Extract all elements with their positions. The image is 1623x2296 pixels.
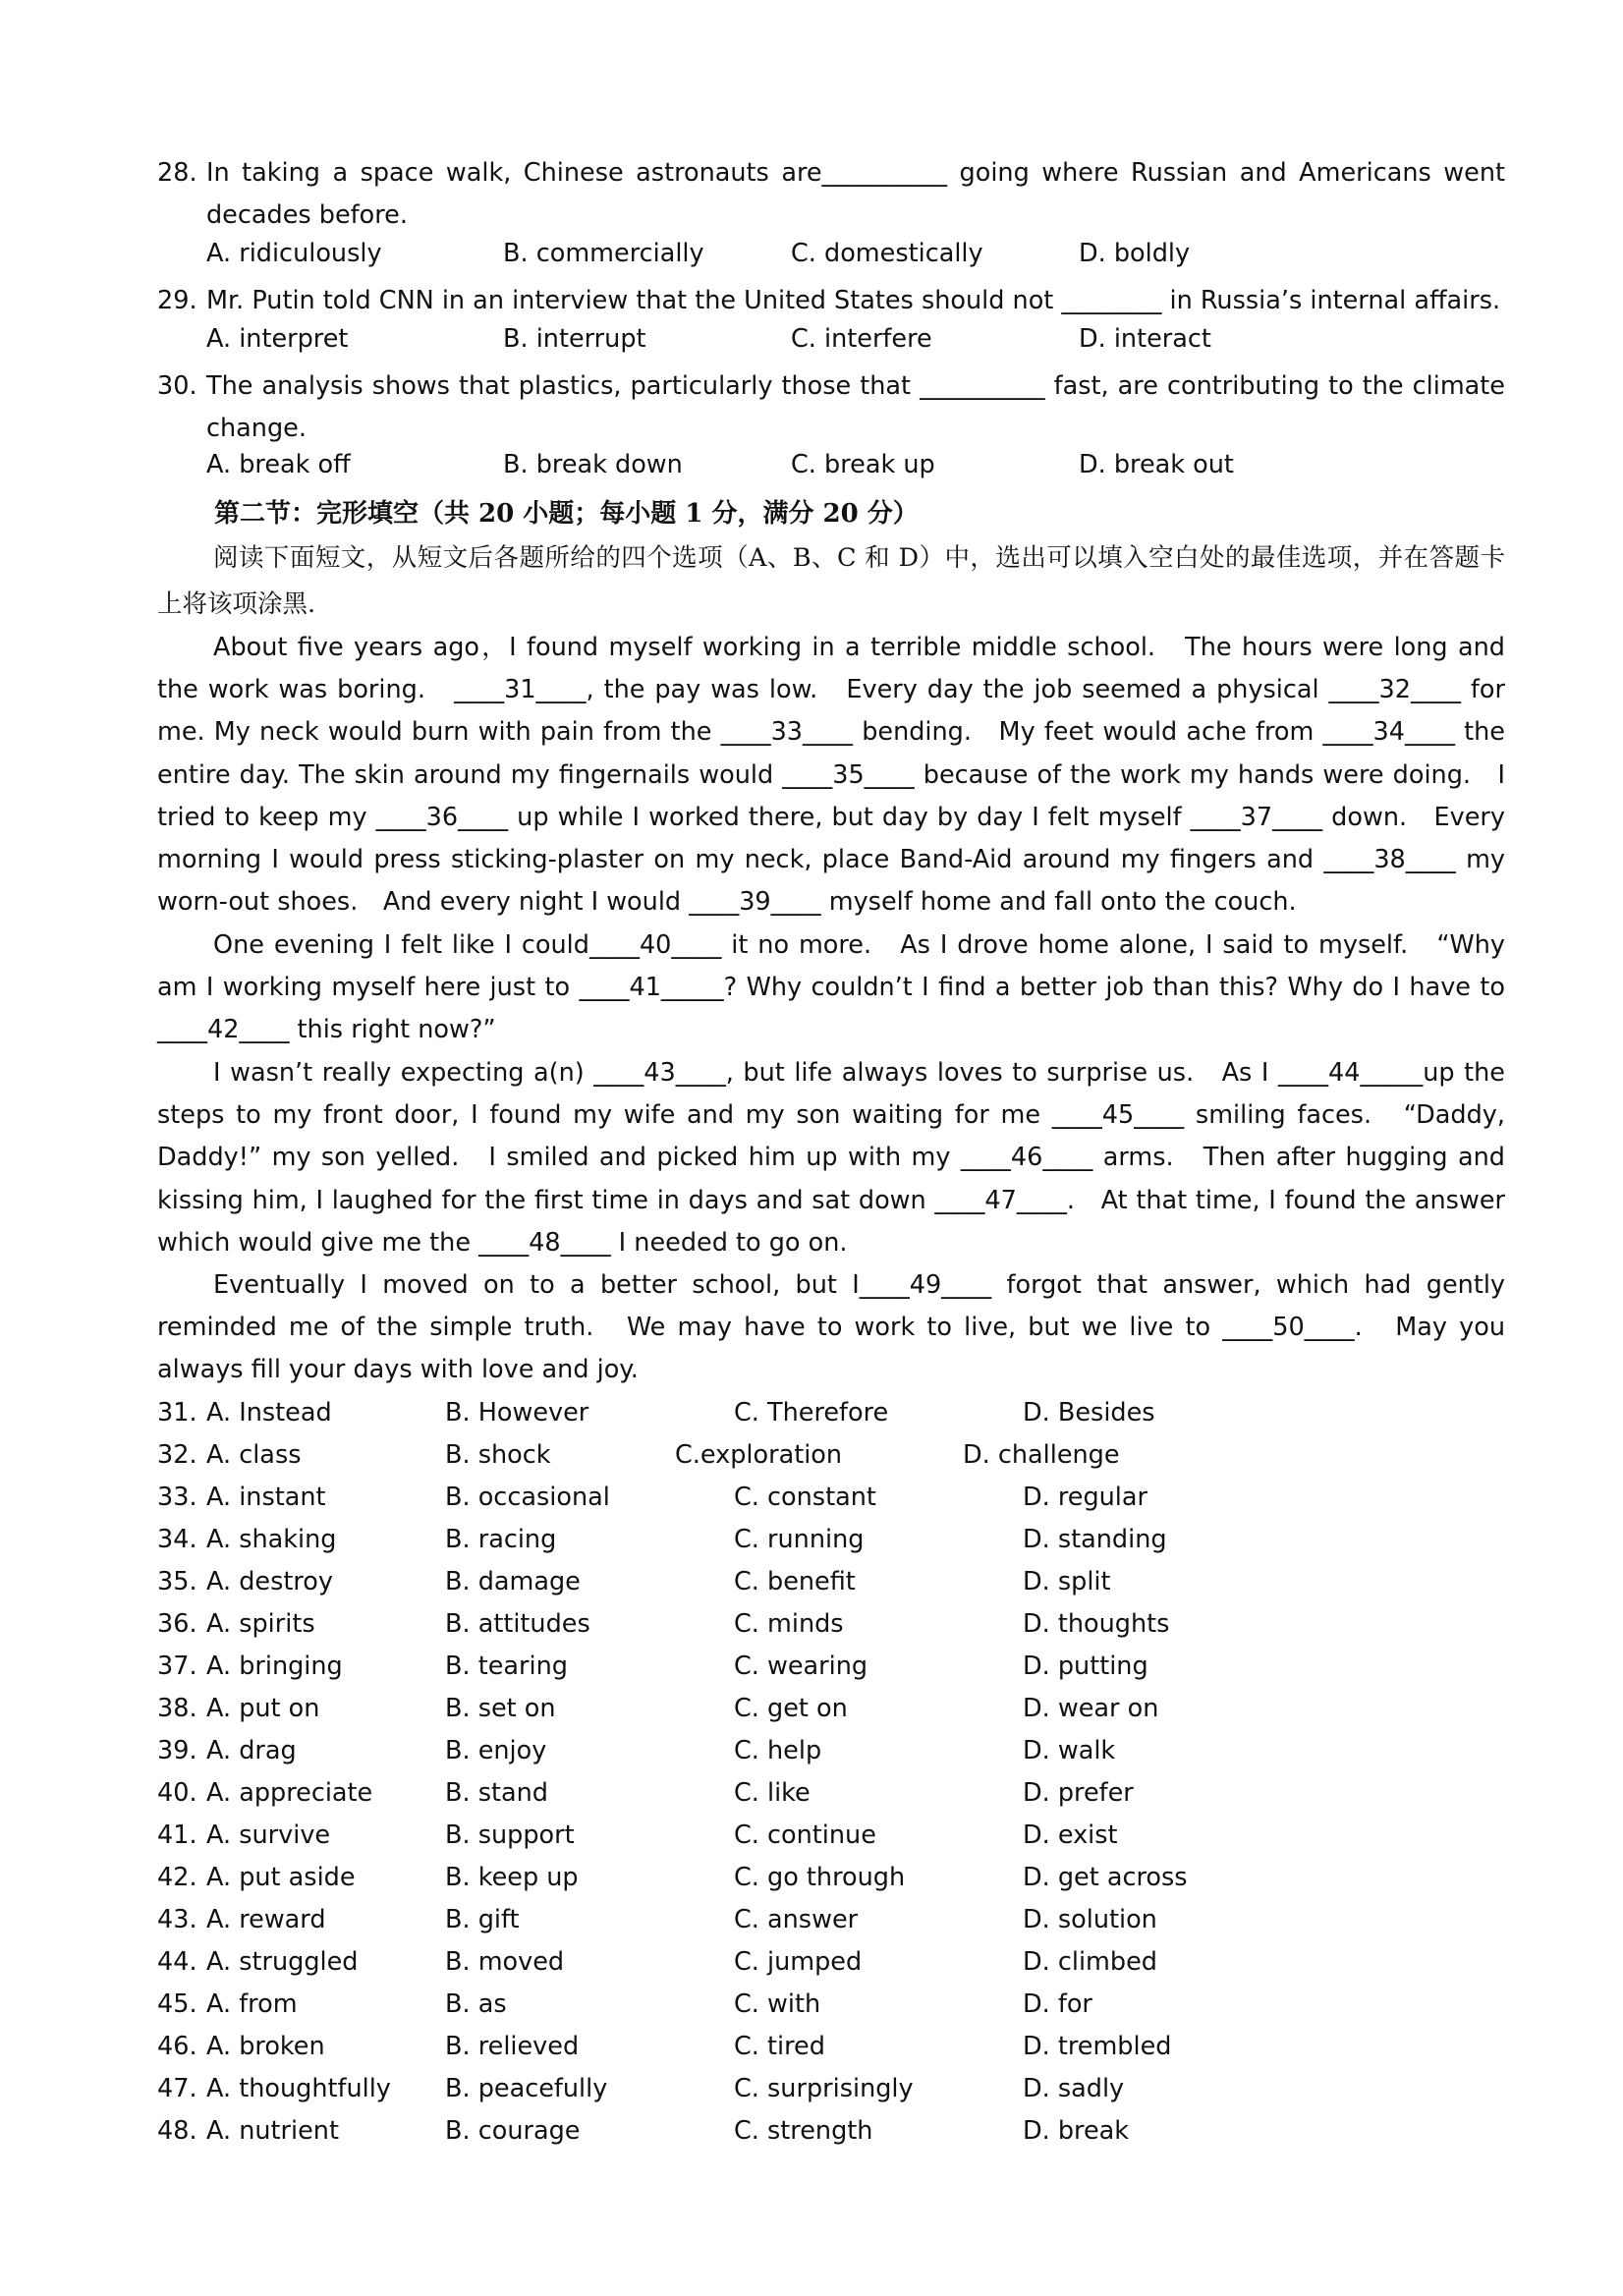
choice-a: A. Instead (206, 1398, 332, 1428)
choice-c: C. continue (734, 1820, 876, 1850)
choice-b: B. tearing (445, 1652, 568, 1681)
choice-b: B. as (445, 1989, 507, 2019)
choice-row-32 (157, 1434, 1533, 1477)
choice-d: D. regular (1023, 1483, 1148, 1512)
choice-b: B. damage (445, 1567, 581, 1596)
choice-b: B. peacefully (445, 2074, 608, 2103)
choice-number: 43. (157, 1905, 197, 1934)
choice-d: D. trembled (1023, 2032, 1172, 2061)
passage-paragraph-4: Eventually I moved on to a better school, but I____49____ forgot that answer, which had gently reminded me of the simple truth. We may have to work to live, but we live to ____50____. May you always fill your days with love and joy. (157, 1270, 1505, 1385)
question-stem: In taking a space walk, Chinese astronauts are__________ going where Russian and Americans went decades before. (206, 158, 1505, 230)
question-number: 29. (157, 286, 197, 315)
choice-a: A. reward (206, 1905, 326, 1934)
choice-number: 33. (157, 1483, 197, 1512)
choice-a: A. thoughtfully (206, 2074, 391, 2103)
choice-row-41 (157, 1815, 1533, 1857)
choice-b: B. However (445, 1398, 589, 1428)
option-d: D. break out (1079, 450, 1234, 479)
choice-row-34 (157, 1519, 1533, 1561)
choice-b: B. moved (445, 1947, 565, 1977)
choice-row-48 (157, 2110, 1533, 2153)
choice-number: 44. (157, 1947, 197, 1977)
choice-d: D. split (1023, 1567, 1111, 1596)
option-b: B. break down (503, 450, 683, 479)
choice-c: C. Therefore (734, 1398, 889, 1428)
choice-d: D. Besides (1023, 1398, 1155, 1428)
choice-d: D. break (1023, 2116, 1130, 2146)
question-30 (157, 365, 1505, 450)
choice-number: 34. (157, 1525, 197, 1554)
choice-c: C.exploration (675, 1440, 843, 1470)
option-c: C. interfere (791, 324, 932, 354)
choice-number: 48. (157, 2116, 197, 2146)
choice-number: 31. (157, 1398, 197, 1428)
choice-row-44 (157, 1941, 1533, 1984)
option-c: C. break up (791, 450, 935, 479)
choice-b: B. racing (445, 1525, 557, 1554)
choice-a: A. spirits (206, 1609, 315, 1639)
choice-c: C. wearing (734, 1652, 868, 1681)
choice-d: D. for (1023, 1989, 1092, 2019)
choice-number: 35. (157, 1567, 197, 1596)
choice-number: 42. (157, 1863, 197, 1892)
choice-b: B. shock (445, 1440, 551, 1470)
choice-c: C. strength (734, 2116, 873, 2146)
choice-row-38 (157, 1688, 1533, 1730)
question-28 (157, 152, 1505, 237)
choice-a: A. nutrient (206, 2116, 339, 2146)
choice-b: B. courage (445, 2116, 581, 2146)
choice-c: C. answer (734, 1905, 859, 1934)
choice-d: D. sadly (1023, 2074, 1125, 2103)
passage-paragraph-3: I wasn’t really expecting a(n) ____43____, but life always loves to surprise us. As I ____44_____up the steps to my front door, I found my wife and my son waiting for me ____45____ smiling faces. “Daddy, Daddy!” my son yelled. I smiled and picked him up with my ____46____ arms. Then after hugging and kissing him, I laughed for the first time in days and sat down ____47____. At that time, I found the answer which would give me the ____48____ I needed to go on. (157, 1058, 1505, 1258)
choice-number: 39. (157, 1736, 197, 1765)
choice-row-40 (157, 1772, 1533, 1815)
choice-d: D. challenge (963, 1440, 1120, 1470)
choice-row-43 (157, 1899, 1533, 1941)
choice-c: C. with (734, 1989, 821, 2019)
choice-d: D. wear on (1023, 1694, 1159, 1723)
section-title: 第二节：完形填空（共 20 小题；每小题 1 分，满分 20 分） (214, 499, 919, 529)
choice-d: D. prefer (1023, 1778, 1134, 1808)
question-stem: The analysis shows that plastics, particularly those that __________ fast, are contributing to the climate change. (206, 371, 1505, 443)
choice-a: A. broken (206, 2032, 325, 2061)
choice-d: D. exist (1023, 1820, 1118, 1850)
choice-c: C. tired (734, 2032, 825, 2061)
choice-row-42 (157, 1857, 1533, 1899)
question-stem: Mr. Putin told CNN in an interview that the United States should not ________ in Russia’s internal affairs. (206, 286, 1501, 315)
option-a: A. break off (206, 450, 351, 479)
option-b: B. commercially (503, 239, 704, 268)
choice-number: 45. (157, 1989, 197, 2019)
choice-number: 47. (157, 2074, 197, 2103)
passage-paragraph-2: One evening I felt like I could____40____ it no more. As I drove home alone, I said to myself. “Why am I working myself here just to ____41_____? Why couldn’t I find a better job than this? Why do I have to ____42____ this right now?” (157, 930, 1505, 1045)
choice-d: D. climbed (1023, 1947, 1157, 1977)
choice-a: A. class (206, 1440, 302, 1470)
choice-a: A. drag (206, 1736, 297, 1765)
choice-row-47 (157, 2068, 1533, 2110)
choice-row-39 (157, 1730, 1533, 1772)
choice-c: C. benefit (734, 1567, 856, 1596)
choice-row-45 (157, 1984, 1533, 2026)
section-instruction: 阅读下面短文，从短文后各题所给的四个选项（A、B、C 和 D）中，选出可以填入空白处的最佳选项，并在答题卡上将该项涂黑. (157, 543, 1505, 619)
choice-row-46 (157, 2026, 1533, 2068)
choice-c: C. like (734, 1778, 811, 1808)
choice-a: A. bringing (206, 1652, 343, 1681)
choice-number: 37. (157, 1652, 197, 1681)
choice-a: A. instant (206, 1483, 326, 1512)
choice-row-33 (157, 1477, 1533, 1519)
choice-a: A. struggled (206, 1947, 359, 1977)
choice-b: B. relieved (445, 2032, 580, 2061)
choice-a: A. put aside (206, 1863, 356, 1892)
choice-b: B. support (445, 1820, 575, 1850)
choice-b: B. keep up (445, 1863, 579, 1892)
choice-a: A. shaking (206, 1525, 337, 1554)
choice-number: 32. (157, 1440, 197, 1470)
choice-c: C. get on (734, 1694, 848, 1723)
choice-a: A. from (206, 1989, 298, 2019)
choice-b: B. set on (445, 1694, 556, 1723)
choice-row-37 (157, 1646, 1533, 1688)
choice-row-31 (157, 1392, 1533, 1434)
option-d: D. interact (1079, 324, 1211, 354)
choice-number: 36. (157, 1609, 197, 1639)
choice-d: D. walk (1023, 1736, 1116, 1765)
choice-number: 40. (157, 1778, 197, 1808)
choice-c: C. help (734, 1736, 822, 1765)
choice-d: D. thoughts (1023, 1609, 1170, 1639)
choice-d: D. putting (1023, 1652, 1148, 1681)
choice-d: D. standing (1023, 1525, 1167, 1554)
choice-a: A. destroy (206, 1567, 333, 1596)
choice-number: 46. (157, 2032, 197, 2061)
option-b: B. interrupt (503, 324, 646, 354)
passage-paragraph-1: About five years ago，I found myself working in a terrible middle school. The hours were long and the work was boring. ____31____, the pay was low. Every day the job seemed a physical ____32____ for me. My neck would burn with pain from the ____33____ bending. My feet would ache from ____34____ the entire day. The skin around my fingernails would ____35____ because of the work my hands were doing. I tried to keep my ____36____ up while I worked there, but day by day I felt myself ____37____ down. Every morning I would press sticking-plaster on my neck, place Band-Aid around my fingers and ____38____ my worn-out shoes. And every night I would ____39____ myself home and fall onto the couch. (157, 633, 1505, 918)
question-number: 30. (157, 371, 197, 401)
option-a: A. interpret (206, 324, 349, 354)
choice-b: B. occasional (445, 1483, 610, 1512)
question-29 (157, 280, 1505, 322)
choice-a: A. appreciate (206, 1778, 373, 1808)
choice-row-36 (157, 1603, 1533, 1646)
choice-b: B. stand (445, 1778, 548, 1808)
choice-b: B. attitudes (445, 1609, 590, 1639)
choice-a: A. put on (206, 1694, 320, 1723)
choice-number: 38. (157, 1694, 197, 1723)
choice-d: D. solution (1023, 1905, 1157, 1934)
question-number: 28. (157, 158, 197, 188)
choice-row-35 (157, 1561, 1533, 1603)
choice-d: D. get across (1023, 1863, 1188, 1892)
choice-c: C. surprisingly (734, 2074, 914, 2103)
choice-c: C. minds (734, 1609, 844, 1639)
choice-c: C. jumped (734, 1947, 863, 1977)
choice-c: C. go through (734, 1863, 906, 1892)
choice-c: C. running (734, 1525, 865, 1554)
option-c: C. domestically (791, 239, 983, 268)
choice-b: B. enjoy (445, 1736, 547, 1765)
choice-number: 41. (157, 1820, 197, 1850)
option-a: A. ridiculously (206, 239, 382, 268)
option-d: D. boldly (1079, 239, 1191, 268)
choice-c: C. constant (734, 1483, 876, 1512)
choice-b: B. gift (445, 1905, 520, 1934)
choice-a: A. survive (206, 1820, 331, 1850)
